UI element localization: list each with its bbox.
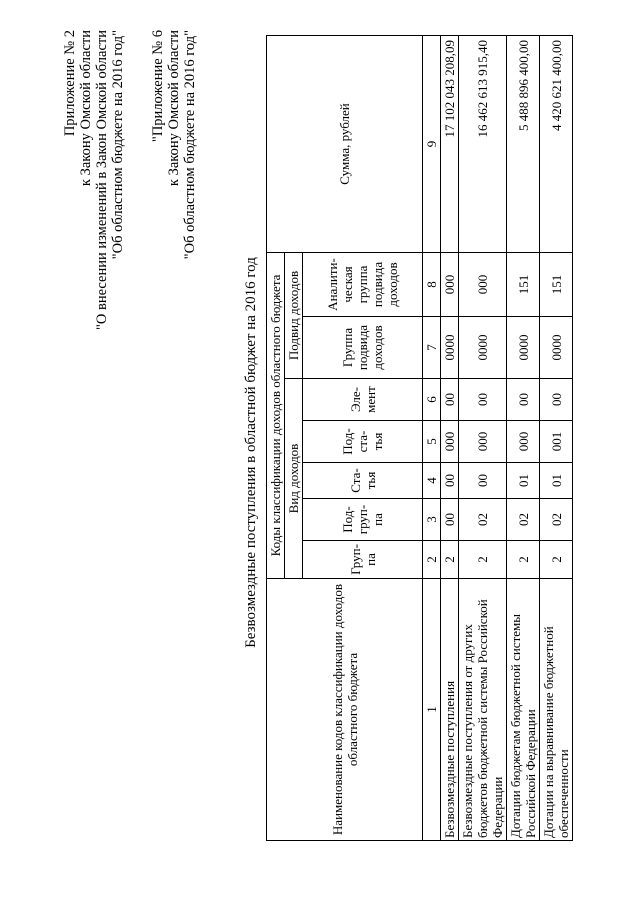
cell-sum: 16 462 613 915,40 [459, 35, 507, 252]
cell-analit: 151 [507, 252, 540, 316]
appendix-2-line-3: "О внесении изменений в Закон Омской области [94, 30, 110, 330]
cell-podstatya: 001 [540, 421, 573, 463]
header-name: Наименование кодов классификации доходов областного бюджета [267, 579, 423, 841]
column-number: 9 [423, 35, 441, 252]
table-row [540, 35, 573, 840]
appendix-2-line-4: "Об областном бюджете на 2016 год" [110, 30, 126, 260]
cell-analit: 000 [441, 252, 459, 316]
column-number: 5 [423, 421, 441, 463]
cell-gruppa-podvida: 0000 [507, 317, 540, 379]
table-row [507, 35, 540, 840]
cell-gruppa-podvida: 0000 [441, 317, 459, 379]
row-name: Дотации бюджетам бюджетной системы Российской Федерации [507, 579, 540, 841]
column-number: 2 [423, 541, 441, 579]
column-number: 4 [423, 463, 441, 499]
appendix-2-header [62, 30, 126, 330]
revenue-table [266, 35, 573, 841]
cell-gruppa: 2 [507, 541, 540, 579]
column-number: 7 [423, 317, 441, 379]
cell-sum: 4 420 621 400,00 [540, 35, 573, 252]
cell-element: 00 [540, 379, 573, 421]
cell-sum: 17 102 043 208,09 [441, 35, 459, 252]
header-gruppa-podvida: Группа подвида доходов [303, 317, 423, 379]
appendix-6-header [150, 30, 198, 259]
cell-podstatya: 000 [459, 421, 507, 463]
appendix-2-line-1: Приложение № 2 [62, 30, 78, 137]
cell-podgruppa: 02 [507, 499, 540, 541]
column-number-row [423, 35, 441, 840]
cell-element: 00 [459, 379, 507, 421]
cell-gruppa: 2 [459, 541, 507, 579]
cell-gruppa: 2 [441, 541, 459, 579]
row-name: Безвозмездные поступления [441, 579, 459, 841]
header-podvid: Подвид доходов [285, 252, 303, 378]
column-number: 8 [423, 252, 441, 316]
cell-gruppa-podvida: 0000 [459, 317, 507, 379]
header-vid: Вид доходов [285, 379, 303, 579]
header-analit: Аналити-ческая группа подвида доходов [303, 252, 423, 316]
cell-gruppa: 2 [540, 541, 573, 579]
cell-sum: 5 488 896 400,00 [507, 35, 540, 252]
row-name: Дотации на выравнивание бюджетной обеспеченности [540, 579, 573, 841]
cell-element: 00 [441, 379, 459, 421]
cell-podstatya: 000 [507, 421, 540, 463]
cell-podgruppa: 02 [459, 499, 507, 541]
cell-statya: 00 [459, 463, 507, 499]
header-sum: Сумма, рублей [267, 35, 423, 252]
header-row-1 [267, 35, 285, 840]
column-number: 1 [423, 579, 441, 841]
cell-analit: 151 [540, 252, 573, 316]
header-gruppa: Груп-па [303, 541, 423, 579]
column-number: 6 [423, 379, 441, 421]
row-name: Безвозмездные поступления от других бюджетов бюджетной системы Российской Федерации [459, 579, 507, 841]
header-podstatya: Под-ста-тья [303, 421, 423, 463]
header-statya: Ста-тья [303, 463, 423, 499]
cell-podgruppa: 00 [441, 499, 459, 541]
cell-statya: 01 [540, 463, 573, 499]
cell-gruppa-podvida: 0000 [540, 317, 573, 379]
cell-element: 00 [507, 379, 540, 421]
cell-analit: 000 [459, 252, 507, 316]
document-title: Безвозмездные поступления в областной бюджет на 2016 год [243, 257, 259, 648]
table-row [459, 35, 507, 840]
column-number: 3 [423, 499, 441, 541]
header-codes: Коды классификации доходов областного бюджета [267, 252, 285, 578]
cell-statya: 01 [507, 463, 540, 499]
header-podgruppa: Под-груп-па [303, 499, 423, 541]
cell-podgruppa: 02 [540, 499, 573, 541]
table-row [441, 35, 459, 840]
cell-podstatya: 000 [441, 421, 459, 463]
appendix-6-line-3: "Об областном бюджете на 2016 год" [182, 30, 198, 260]
cell-statya: 00 [441, 463, 459, 499]
appendix-6-line-1: "Приложение № 6 [150, 30, 166, 143]
appendix-6-line-2: к Закону Омской области [166, 30, 182, 187]
header-element: Эле-мент [303, 379, 423, 421]
appendix-2-line-2: к Закону Омской области [78, 30, 94, 187]
